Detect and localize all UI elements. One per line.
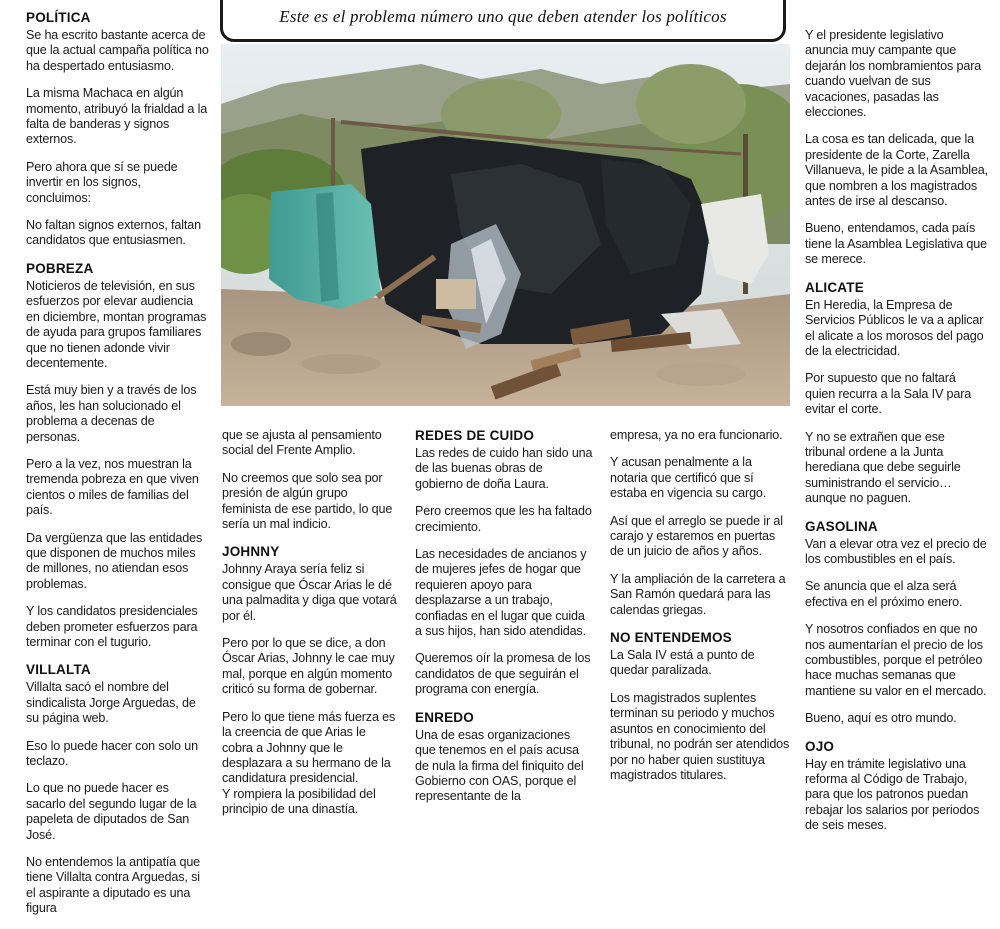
paragraph: Y rompiera la posibilidad del principio de una dinastía. (222, 786, 376, 817)
paragraph: La cosa es tan delicada, que la presidente de la Corte, Zarella Villanueva, le pide a la Asamblea, que nombren a los magistrados antes de irse al descanso. (805, 132, 989, 209)
section-heading-ojo: OJO (805, 738, 835, 754)
paragraph: Y la ampliación de la carretera a San Ramón quedará para las calendas griegas. (610, 571, 786, 617)
paragraph: Se anuncia que el alza será efectiva en el próximo enero. (805, 579, 963, 609)
paragraph: La misma Machaca en algún momento, atribuyó la frialdad a la falta de banderas y signos externos. (26, 86, 208, 147)
paragraph: Y acusan penalmente a la notaria que certificó que sí estaba en vigencia su cargo. (610, 455, 767, 501)
paragraph: Lo que no puede hacer es sacarlo del segundo lugar de la papeleta de diputados de San José. (26, 781, 197, 842)
paragraph: Queremos oír la promesa de los candidatos de que seguirán el programa con energía. (415, 651, 591, 697)
section-heading-pobreza: POBREZA (26, 260, 94, 276)
pull-quote: Este es el problema número uno que deben atender los políticos (279, 7, 727, 26)
paragraph: Una de esas organizaciones que tenemos en el país acusa de nula la firma del finiquito del Gobierno con OAS, porque el representante de la (415, 727, 584, 804)
paragraph: No creemos que solo sea por presión de algún grupo feminista de ese partido, lo que sería un mal indicio. (222, 470, 393, 532)
paragraph: empresa, ya no era funcionario. (610, 428, 783, 442)
paragraph: Se ha escrito bastante acerca de que la actual campaña política no ha despertado entusiasmo. (26, 28, 209, 73)
paragraph: Y no se extrañen que ese tribunal ordene a la Junta herediana que debe seguirle suministrando el servicio… aunque no paguen. (805, 429, 961, 506)
paragraph: Y nosotros confiados en que no nos aumentarían el precio de los combustibles, porque el petróleo hace muchas semanas que mantiene su valor en el mercado. (805, 622, 987, 698)
paragraph: que se ajusta al pensamiento social del Frente Amplio. (222, 428, 382, 458)
paragraph: No faltan signos externos, faltan candidatos que entusiasmen. (26, 218, 201, 248)
section-heading-no-entendemos: NO ENTENDEMOS (610, 630, 732, 646)
section-heading-politica: POLÍTICA (26, 10, 91, 25)
column-5 (805, 28, 988, 846)
news-photo-shack (221, 44, 790, 406)
paragraph: Villalta sacó el nombre del sindicalista Jorge Arguedas, de su página web. (26, 680, 196, 726)
paragraph: Hay en trámite legislativo una reforma al Código de Trabajo, para que los patronos puedan rebajar los salarios por periodos de seis meses. (805, 756, 980, 833)
paragraph: En Heredia, la Empresa de Servicios Públicos le va a aplicar el alicate a los morosos del pago de la electricidad. (805, 297, 984, 358)
paragraph: Está muy bien y a través de los años, les han solucionado el problema a decenas de personas. (26, 383, 197, 444)
paragraph: Noticieros de televisión, en sus esfuerzos por elevar audiencia en diciembre, montan programas de ayuda para grupos familiares que no tienen adonde vivir decentemente. (26, 278, 207, 370)
section-heading-enredo: ENREDO (415, 709, 474, 725)
paragraph: Y el presidente legislativo anuncia muy campante que dejarán los nombramientos para cuando vuelvan de sus vacaciones, pasadas las elecciones. (805, 28, 982, 120)
column-3 (415, 428, 593, 817)
paragraph: Johnny Araya sería feliz si consigue que Óscar Arias le dé una palmadita y diga que votará por él. (222, 562, 397, 623)
paragraph: Pero creemos que les ha faltado crecimiento. (415, 504, 592, 534)
section-heading-redes-de-cuido: REDES DE CUIDO (415, 428, 535, 443)
column-2 (222, 428, 398, 830)
paragraph: Pero lo que tiene más fuerza es la creencia de que Arias le cobra a Johnny que le desplazara a su hermano de la candidatura presidencial. (222, 709, 396, 786)
paragraph: Da vergüenza que las entidades que disponen de muchos miles de millones, no atiendan esos problemas. (26, 530, 203, 591)
photo-illustration (221, 44, 790, 406)
paragraph: Bueno, entendamos, cada país tiene la Asamblea Legislativa que se merece. (805, 221, 987, 267)
paragraph: Las redes de cuido han sido una de las buenas obras de gobierno de doña Laura. (415, 446, 593, 491)
section-heading-gasolina: GASOLINA (805, 518, 878, 534)
paragraph: Van a elevar otra vez el precio de los combustibles en el país. (805, 536, 987, 566)
paragraph: Los magistrados suplentes terminan su periodo y muchos asuntos en conocimiento del tribunal, no podrán ser atendidos por no haber quien sustituya magistrados titulares. (610, 690, 790, 782)
paragraph: Eso lo puede hacer con solo un teclazo. (26, 738, 198, 769)
section-heading-johnny: JOHNNY (222, 544, 280, 560)
paragraph: No entendemos la antipatía que tiene Villalta contra Arguedas, si el aspirante a diputado es una figura (26, 855, 201, 916)
column-4 (610, 428, 790, 795)
section-heading-villalta: VILLALTA (26, 662, 91, 678)
paragraph: La Sala IV está a punto de quedar paralizada. (610, 648, 755, 678)
paragraph: Por supuesto que no faltará quien recurra a la Sala IV para evitar el corte. (805, 371, 972, 417)
paragraph: Pero a la vez, nos muestran la tremenda pobreza en que viven cientos o miles de familias del país. (26, 456, 199, 518)
paragraph: Y los candidatos presidenciales deben prometer esfuerzos para terminar con el tugurio. (26, 604, 198, 649)
paragraph: Pero ahora que sí se puede invertir en los signos, concluimos: (26, 159, 178, 205)
paragraph: Así que el arreglo se puede ir al carajo y estaremos en puertas de un juicio de años y años. (610, 513, 783, 559)
column-1 (26, 10, 209, 929)
section-heading-alicate: ALICATE (805, 279, 864, 295)
paragraph: Bueno, aquí es otro mundo. (805, 711, 957, 726)
paragraph: Pero por lo que se dice, a don Óscar Arias, Johnny le cae muy mal, porque en algún momento criticó su forma de gobernar. (222, 636, 395, 697)
paragraph: Las necesidades de ancianos y de mujeres jefes de hogar que requieren apoyo para desplazarse a un trabajo, confiadas en el lugar que cuida a sus hijos, han sido atendidas. (415, 547, 587, 639)
pull-quote-box (220, 0, 786, 42)
